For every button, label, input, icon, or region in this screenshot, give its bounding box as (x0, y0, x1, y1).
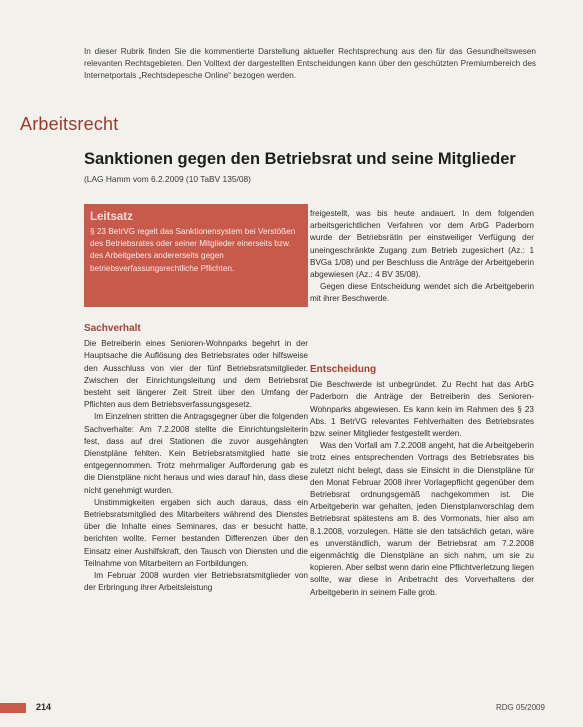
article-title: Sanktionen gegen den Betriebsrat und seine Mitglieder (84, 150, 516, 168)
leitsatz-box (84, 204, 308, 307)
footer-accent-bar (0, 703, 26, 713)
entscheidung-heading: Entscheidung (310, 364, 377, 375)
continuation-paragraph: Gegen diese Entscheidung wendet sich die Arbeitgeberin mit ihrer Beschwerde. (310, 282, 534, 304)
sachverhalt-continuation (310, 208, 534, 306)
entscheidung-section (310, 364, 534, 599)
sachverhalt-paragraph: Die Betreiberin eines Senioren-Wohnparks begehrt in der Hauptsache die Auflösung des Betriebsrates oder hilfsweise den Ausschluss von vier der fünf Betriebsratsmitglieder. Zwischen der Einrichtungsleitung und dem Betriebsrat besteht seit längerer Zeit Streit über den Umfang der Pflichten aus dem Betriebsverfassungsgesetz. (84, 339, 308, 410)
case-citation: (LAG Hamm vom 6.2.2009 (10 TaBV 135/08) (84, 174, 251, 184)
continuation-paragraph: freigestellt, was bis heute andauert. In dem folgenden arbeitsgerichtlichen Verfahren vor dem ArbG Paderborn wurde der Betriebsrätin per einstweiliger Verfügung der uneingeschränkte Zugang zum Betrieb zugesichert (Az.: 1 BVGa 1/08) und per Beschluss die Anträge der Arbeitgeberin abgewiesen (Az.: 4 BV 35/08). (310, 209, 534, 280)
sachverhalt-paragraph: Unstimmigkeiten ergaben sich auch daraus, dass ein Betriebsratsmitglied des Mitarbeiters während des Dienstes über die Inhalte eines Seminares, das er besucht hatte, berichten wollte. Ferner bestanden Differenzen über den Einsatz einer Aushilfskraft, den Tausch von Diensten und die Teilnahme von Mitarbeitern an Fortbildungen. (84, 497, 308, 568)
leitsatz-text: § 23 BetrVG regelt das Sanktionensystem bei Verstößen des Betriebsrates oder seiner Mitglieder einerseits bzw. des Arbeitgebers andererseits gegen betriebsverfassungsrechtliche Pflichten. (90, 227, 296, 273)
sachverhalt-paragraph: Im Februar 2008 wurden vier Betriebsratsmitglieder von der Erbringung ihrer Arbeitsleistung (84, 571, 308, 593)
entscheidung-paragraph: Die Beschwerde ist unbegründet. Zu Recht hat das ArbG Paderborn die Anträge der Betreiberin des Senioren-Wohnparks abgewiesen. Es kann kein im Rahmen des § 23 Abs. 1 BetrVG relevantes Fehlverhalten des Betriebsrates bzw. seiner Mitglieder festgestellt werden. (310, 380, 534, 439)
sachverhalt-heading: Sachverhalt (84, 323, 141, 334)
sachverhalt-section (84, 323, 308, 594)
rubric-intro: In dieser Rubrik finden Sie die kommentierte Darstellung aktueller Rechtsprechung aus den für das Gesundheitswesen relevanten Rechtsgebieten. Den Volltext der dargestellten Entscheidungen kann über den geschützten Premiumbereich des Internetportals „Rechtsdepesche Online“ bezogen werden. (84, 47, 536, 81)
section-heading: Arbeitsrecht (20, 114, 119, 134)
leitsatz-heading: Leitsatz (90, 211, 133, 223)
entscheidung-paragraph: Was den Vorfall am 7.2.2008 angeht, hat die Arbeitgeberin trotz eines entsprechenden Vortrags des Betriebsrates bis zuletzt nicht belegt, dass sie Einsicht in die Dienstpläne für den Monat Februar 2008 ihrer Vorlagepflicht gegenüber dem Betriebsrat ordnungsgemäß nachgekommen ist. Die Arbeitgeberin war gehalten, jeden Dienstplanvorschlag dem Betriebsrat spätestens am 8. des Vormonats, hier also am 8.1.2008, vorzulegen. Hätte sie den tatsächlich getan, wäre es unverständlich, warum der Betriebsrat am 7.2.2008 eigenmächtig die Dienstpläne an sich nahm, um sie zu kopieren. Aber selbst wenn darin eine Pflichtverletzung liegen sollte, war diese in Anbetracht des Vorverhaltens der Arbeitgeberin in seinem Falle grob. (310, 441, 534, 597)
sachverhalt-paragraph: Im Einzelnen stritten die Antragsgegner über die folgenden Sachverhalte: Am 7.2.2008 stellte die Einrichtungsleiterin fest, dass auf drei Stationen die zuvor ausgehängten Dienstpläne fehlten. Kein Betriebsratsmitglied hatte sie entgegennommen. Trotz mehrmaliger Aufforderung gab es die Dienstpläne nicht heraus und wies darauf hin, dass diese nicht genehmigt wurden. (84, 412, 308, 495)
journal-issue: RDG 05/2009 (496, 703, 545, 712)
page-number: 214 (36, 702, 52, 712)
